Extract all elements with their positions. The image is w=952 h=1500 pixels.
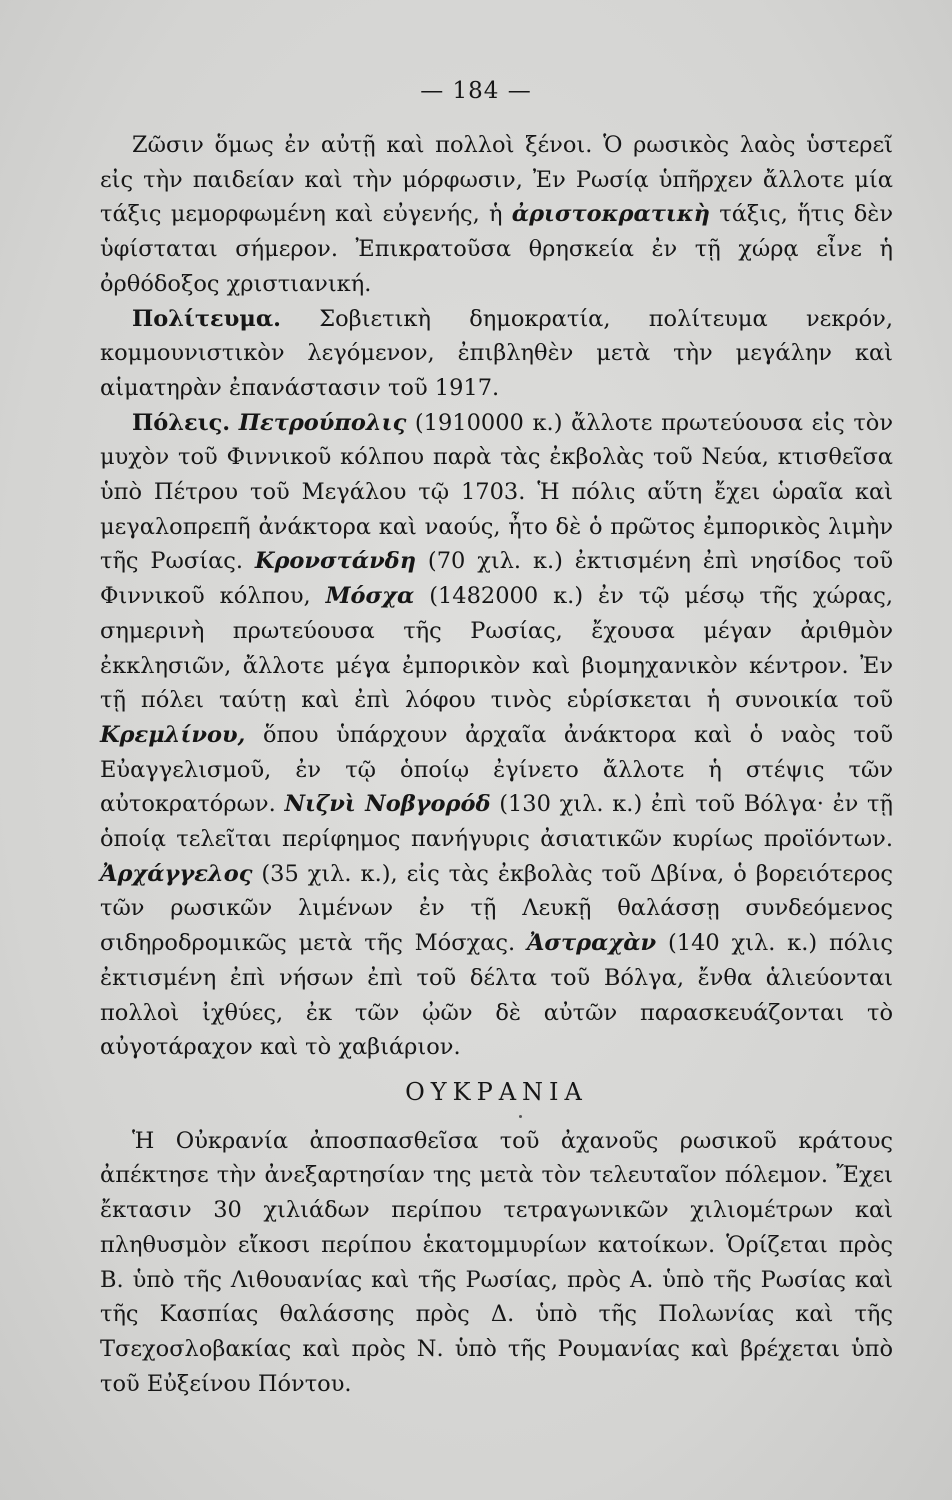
paragraph-text: Ζῶσιν ὅμως ἐν αὐτῇ καὶ πολλοὶ ξένοι. Ὁ ρωσικὸς λαὸς ὑστερεῖ εἰς τὴν παιδείαν καὶ τὴν μόρφωσιν, Ἐν Ρωσίᾳ ὑπῆρχεν ἄλλοτε μία τάξις μεμορφωμένη καὶ εὐγενής, ἡ xyxy=(100,132,893,228)
city-name: Κρεμλίνου, xyxy=(100,721,246,748)
paragraph-text: (70 χιλ. κ.) ἐκτισμένη ἐπὶ νησίδος τοῦ Φιννικοῦ κόλπου, xyxy=(100,548,893,610)
decorative-dot xyxy=(519,1115,522,1118)
paragraph-population xyxy=(100,128,893,302)
body-text xyxy=(100,128,893,1401)
paragraph-text: (1910000 κ.) ἄλλοτε πρωτεύουσα εἰς τὸν μυχὸν τοῦ Φιννικοῦ κόλπου παρὰ τὰς ἐκβολὰς τοῦ Νεύα, κτισθεῖσα ὑπὸ Πέτρου τοῦ Μεγάλου τῷ 1703. Ἡ πόλις αὕτη ἔχει ὡραῖα καὶ μεγαλοπρεπῆ ἀνάκτορα καὶ ναούς, ἦτο δὲ ὁ πρῶτος ἐμπορικὸς λιμὴν τῆς Ρωσίας. xyxy=(100,409,893,575)
paragraph-text: (35 χιλ. κ.), εἰς τὰς ἐκβολὰς τοῦ Δβίνα, ὁ βορειότερος τῶν ρωσικῶν λιμένων ἐν τῇ Λευκῇ θαλάσσῃ συνδεόμενος σιδηροδρομικῶς μετὰ τῆς Μόσχας. xyxy=(100,860,893,957)
emphasis-aristocratic: ἀριστοκρατικὴ xyxy=(511,201,711,228)
paragraph-polity xyxy=(100,302,893,406)
section-title-text: ΟΥΚΡΑΝΙΑ xyxy=(405,1077,588,1106)
paragraph-text: ὅπου ὑπάρχουν ἀρχαῖα ἀνάκτορα καὶ ὁ ναὸς τοῦ Εὐαγγελισμοῦ, ἐν τῷ ὁποίῳ ἐγίνετο ἄλλοτε ἡ στέψις τῶν αὐτοκρατόρων. xyxy=(100,721,893,818)
paragraph-cities xyxy=(100,406,893,1065)
paragraph-ukraine xyxy=(100,1124,893,1402)
city-name: Ἀστραχὰν xyxy=(526,930,657,957)
paragraph-text: (1482000 κ.) ἐν τῷ μέσῳ τῆς χώρας, σημερινὴ πρωτεύουσα τῆς Ρωσίας, ἔχουσα μέγαν ἀριθμὸν ἐκκλησιῶν, ἄλλοτε μέγα ἐμπορικὸν καὶ βιομηχανικὸν κέντρον. Ἐν τῇ πόλει ταύτῃ καὶ ἐπὶ λόφου τινὸς εὑρίσκεται ἡ συνοικία τοῦ xyxy=(100,583,893,714)
paragraph-text: τάξις, ἥτις δὲν ὑφίσταται σήμερον. Ἐπικρατοῦσα θρησκεία ἐν τῇ χώρᾳ εἶνε ἡ ὀρθόδοξος χριστιανική. xyxy=(100,201,894,297)
paragraph-text: Σοβιετικὴ δημοκρατία, πολίτευμα νεκρόν, κομμουνιστικὸν λεγόμενον, ἐπιβληθὲν μετὰ τὴν μεγάλην καὶ αἱματηρὰν ἐπανάστασιν τοῦ 1917. xyxy=(100,305,893,401)
paragraph-text: Ἡ Οὐκρανία ἀποσπασθεῖσα τοῦ ἀχανοῦς ρωσικοῦ κράτους ἀπέκτησε τὴν ἀνεξαρτησίαν της μετὰ τὸν τελευταῖον πόλεμον. Ἔχει ἔκτασιν 30 χιλιάδων περίπου τετραγωνικῶν χιλιομέτρων καὶ πληθυσμὸν εἴκοσι περίπου ἑκατομμυρίων κατοίκων. Ὁρίζεται πρὸς Β. ὑπὸ τῆς Λιθουανίας καὶ τῆς Ρωσίας, πρὸς Α. ὑπὸ τῆς Ρωσίας καὶ τῆς Κασπίας θαλάσσης πρὸς Δ. ὑπὸ τῆς Πολωνίας καὶ τῆς Τσεχοσλοβακίας καὶ πρὸς Ν. ὑπὸ τῆς Ρουμανίας καὶ βρέχεται ὑπὸ τοῦ Εὐξείνου Πόντου. xyxy=(100,1127,893,1397)
paragraph-text: (130 χιλ. κ.) ἐπὶ τοῦ Βόλγα· ἐν τῇ ὁποίᾳ τελεῖται περίφημος πανήγυρις ἀσιατικῶν κυρίως προϊόντων. xyxy=(100,791,893,853)
run-in-heading-polity: Πολίτευμα. xyxy=(132,305,281,332)
run-in-heading-cities: Πόλεις. xyxy=(132,409,231,436)
city-name: Κρονστάνδη xyxy=(254,548,417,575)
city-name: Ἀρχάγγελος xyxy=(100,860,253,887)
city-name: Νιζνὶ Νοβγορόδ xyxy=(284,791,491,818)
city-name: Μόσχα xyxy=(325,583,415,610)
city-name: Πετρούπολις xyxy=(238,409,407,436)
page-number: — 184 — xyxy=(420,78,532,104)
section-heading xyxy=(100,1075,893,1110)
paragraph-text: (140 χιλ. κ.) πόλις ἐκτισμένη ἐπὶ νήσων ἐπὶ τοῦ δέλτα τοῦ Βόλγα, ἔνθα ἁλιεύονται πολλοὶ ἰχθύες, ἐκ τῶν ᾠῶν δὲ αὐτῶν παρασκευάζονται τὸ αὐγοτάραχον καὶ τὸ χαβιάριον. xyxy=(100,930,893,1061)
